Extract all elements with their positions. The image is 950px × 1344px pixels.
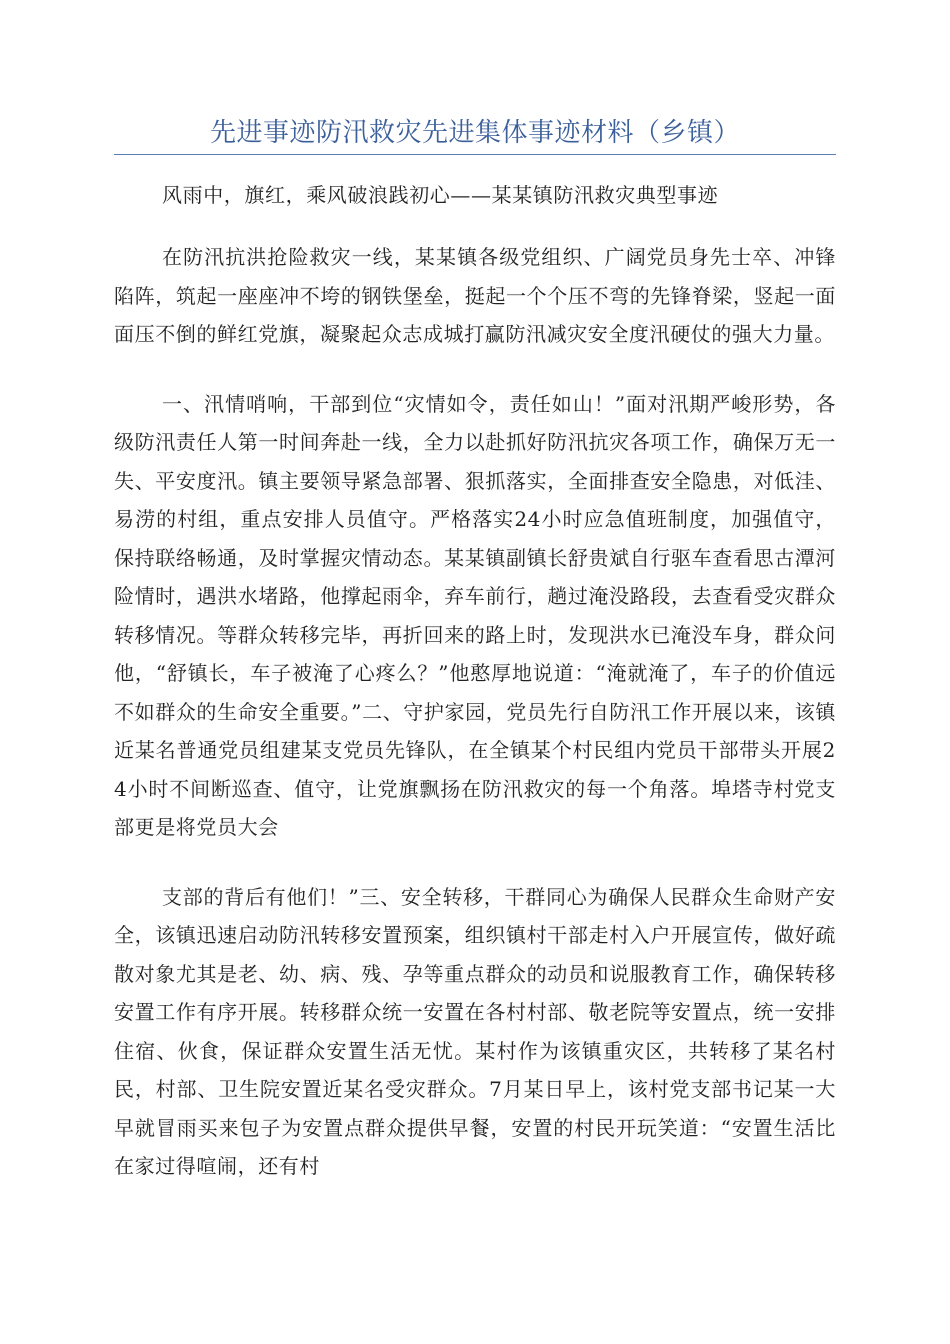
paragraph-section-three: 支部的背后有他们！”三、安全转移，干群同心为确保人民群众生命财产安全，该镇迅速启动防汛转移安置预案，组织镇村干部走村入户开展宣传，做好疏散对象尤其是老、幼、病、残、孕等重点群众的动员和说服教育工作，确保转移安置工作有序开展。转移群众统一安置在各村村部、敬老院等安置点，统一安排住宿、伙食，保证群众安置生活无忧。某村作为该镇重灾区，共转移了某名村民，村部、卫生院安置近某名受灾群众。7月某日早上，该村党支部书记某一大早就冒雨买来包子为安置点群众提供早餐，安置的村民开玩笑道：“安置生活比在家过得喧闹，还有村 bbox=[114, 884, 836, 1178]
paragraph-intro: 在防汛抗洪抢险救灾一线，某某镇各级党组织、广阔党员身先士卒、冲锋陷阵，筑起一座座冲不垮的钢铁堡垒，挺起一个个压不弯的先锋脊梁，竖起一面面压不倒的鲜红党旗，凝聚起众志成城打赢防汛减灾安全度汛硬仗的强大力量。 bbox=[114, 245, 836, 346]
document-body bbox=[114, 172, 836, 1217]
document-title: 先进事迹防汛救灾先进集体事迹材料（乡镇） bbox=[209, 118, 740, 148]
document-subtitle: 风雨中，旗红，乘风破浪践初心——某某镇防汛救灾典型事迹 bbox=[162, 183, 719, 207]
paragraph-section-one-two: 一、汛情哨响，干部到位“灾情如令，责任如山！”面对汛期严峻形势，各级防汛责任人第一时间奔赴一线，全力以赴抓好防汛抗灾各项工作，确保万无一失、平安度汛。镇主要领导紧急部署、狠抓落实，全面排查安全隐患，对低洼、易涝的村组，重点安排人员值守。严格落实24小时应急值班制度，加强值守，保持联络畅通，及时掌握灾情动态。某某镇副镇长舒贵斌自行驱车查看思古潭河险情时，遇洪水堵路，他撑起雨伞，弃车前行，趟过淹没路段，去查看受灾群众转移情况。等群众转移完毕，再折回来的路上时，发现洪水已淹没车身，群众问他，“舒镇长，车子被淹了心疼么？”他憨厚地说道：“淹就淹了，车子的价值远不如群众的生命安全重要。”二、守护家园，党员先行自防汛工作开展以来，该镇近某名普通党员组建某支党员先锋队，在全镇某个村民组内党员干部带头开展24小时不间断巡查、值守，让党旗飘扬在防汛救灾的每一个角落。埠塔寺村党支部更是将党员大会 bbox=[114, 391, 836, 839]
title-underline bbox=[114, 154, 836, 155]
